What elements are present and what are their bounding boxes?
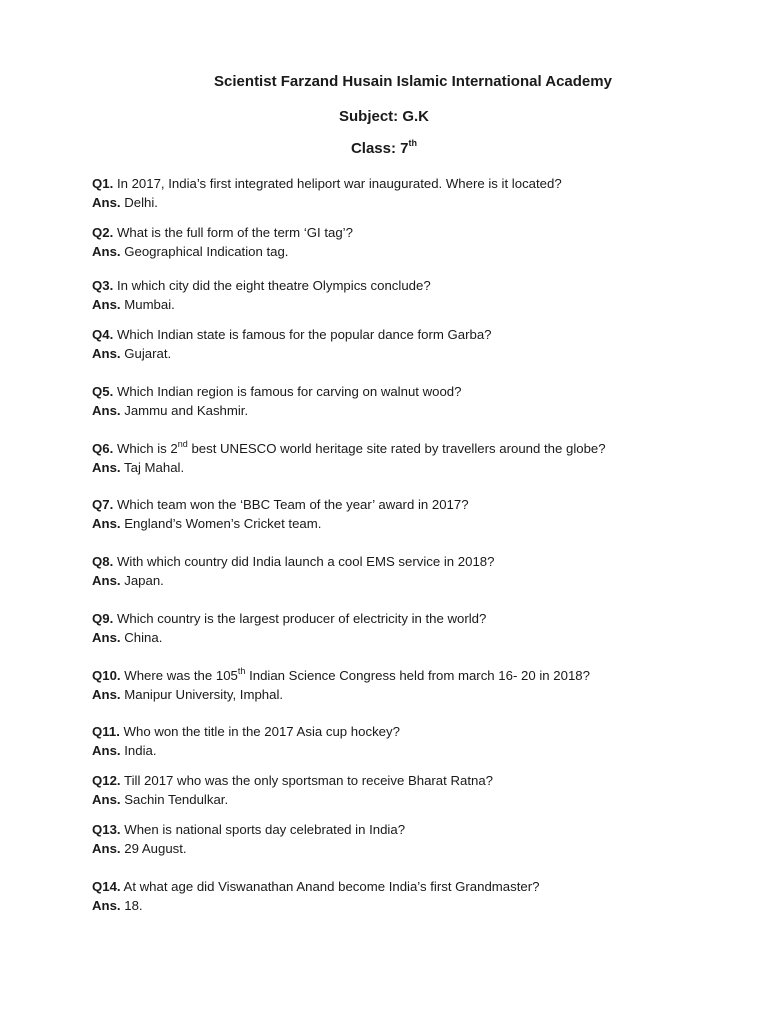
question-text-cont: Indian Science Congress held from march 16- 20 in 2018? — [245, 668, 590, 683]
qa-item — [92, 382, 732, 420]
answer-line — [92, 839, 732, 858]
answer-text: Mumbai. — [124, 297, 175, 312]
question-number: Q4. — [92, 327, 114, 342]
question-text: What is the full form of the term ‘GI tag’? — [116, 225, 353, 240]
question-line — [92, 439, 732, 458]
qa-item — [92, 439, 732, 477]
answer-label: Ans. — [92, 297, 121, 312]
question-number: Q12. — [92, 773, 121, 788]
question-number: Q6. — [92, 441, 114, 456]
answer-text: Delhi. — [124, 195, 158, 210]
question-superscript: nd — [177, 438, 188, 449]
question-number: Q2. — [92, 225, 114, 240]
answer-line — [92, 571, 732, 590]
class-superscript: th — [408, 138, 418, 148]
qa-item — [92, 552, 732, 590]
question-line — [92, 382, 732, 401]
answer-label: Ans. — [92, 403, 121, 418]
question-number: Q8. — [92, 554, 114, 569]
question-number: Q14. — [92, 879, 121, 894]
question-text: Which Indian state is famous for the popular dance form Garba? — [116, 327, 492, 342]
answer-line — [92, 344, 732, 363]
question-number: Q1. — [92, 176, 114, 191]
answer-text: Gujarat. — [124, 346, 172, 361]
question-line — [92, 771, 732, 790]
answer-line — [92, 741, 732, 760]
class-heading — [0, 140, 768, 158]
qa-item — [92, 877, 732, 915]
qa-item — [92, 174, 732, 212]
question-text: Which country is the largest producer of electricity in the world? — [116, 611, 487, 626]
qa-item — [92, 820, 732, 858]
answer-text: Geographical Indication tag. — [124, 244, 289, 259]
question-text: Who won the title in the 2017 Asia cup hockey? — [123, 724, 400, 739]
question-text: With which country did India launch a cool EMS service in 2018? — [116, 554, 495, 569]
answer-label: Ans. — [92, 346, 121, 361]
answer-label: Ans. — [92, 630, 121, 645]
question-superscript: th — [237, 665, 246, 676]
answer-text: Jammu and Kashmir. — [124, 403, 249, 418]
qa-item — [92, 495, 732, 533]
answer-line — [92, 295, 732, 314]
question-text: Which is 2 — [116, 441, 178, 456]
question-text: Till 2017 who was the only sportsman to receive Bharat Ratna? — [124, 773, 493, 788]
question-text: Which team won the ‘BBC Team of the year’ award in 2017? — [116, 497, 469, 512]
question-number: Q5. — [92, 384, 114, 399]
class-label: Class: 7 — [350, 140, 409, 157]
answer-line — [92, 514, 732, 533]
question-text: Which Indian region is famous for carving on walnut wood? — [116, 384, 462, 399]
answer-label: Ans. — [92, 841, 121, 856]
answer-text: Manipur University, Imphal. — [124, 687, 284, 702]
question-line — [92, 223, 732, 242]
question-number: Q13. — [92, 822, 121, 837]
question-line — [92, 609, 732, 628]
answer-line — [92, 896, 732, 915]
qa-item — [92, 722, 732, 760]
answer-line — [92, 458, 732, 477]
answer-label: Ans. — [92, 573, 121, 588]
qa-item — [92, 771, 732, 809]
answer-label: Ans. — [92, 195, 121, 210]
answer-line — [92, 685, 732, 704]
answer-text: China. — [124, 630, 163, 645]
answer-label: Ans. — [92, 687, 121, 702]
question-line — [92, 174, 732, 193]
qa-item — [92, 223, 732, 261]
answer-text: England’s Women’s Cricket team. — [124, 516, 322, 531]
question-text: When is national sports day celebrated in India? — [124, 822, 406, 837]
question-text: In 2017, India’s first integrated heliport war inaugurated. Where is it located? — [116, 176, 562, 191]
question-text: In which city did the eight theatre Olympics conclude? — [116, 278, 431, 293]
answer-label: Ans. — [92, 898, 121, 913]
answer-label: Ans. — [92, 516, 121, 531]
answer-line — [92, 193, 732, 212]
question-line — [92, 820, 732, 839]
question-text-cont: best UNESCO world heritage site rated by travellers around the globe? — [187, 441, 606, 456]
question-number: Q3. — [92, 278, 114, 293]
answer-line — [92, 628, 732, 647]
question-line — [92, 877, 732, 896]
answer-text: India. — [124, 743, 157, 758]
answer-line — [92, 242, 732, 261]
question-line — [92, 276, 732, 295]
answer-text: 18. — [124, 898, 143, 913]
qa-item — [92, 609, 732, 647]
answer-label: Ans. — [92, 460, 121, 475]
question-number: Q7. — [92, 497, 114, 512]
question-text: Where was the 105 — [124, 668, 238, 683]
answer-label: Ans. — [92, 244, 121, 259]
question-line — [92, 666, 732, 685]
question-number: Q11. — [92, 724, 120, 739]
qa-item — [92, 325, 732, 363]
question-number: Q10. — [92, 668, 121, 683]
answer-line — [92, 401, 732, 420]
question-text: At what age did Viswanathan Anand become India’s first Grandmaster? — [123, 879, 540, 894]
question-line — [92, 722, 732, 741]
qa-item — [92, 276, 732, 314]
question-line — [92, 495, 732, 514]
answer-text: Sachin Tendulkar. — [124, 792, 229, 807]
answer-text: 29 August. — [124, 841, 187, 856]
question-number: Q9. — [92, 611, 114, 626]
answer-line — [92, 790, 732, 809]
question-line — [92, 552, 732, 571]
answer-text: Japan. — [124, 573, 164, 588]
answer-text: Taj Mahal. — [124, 460, 185, 475]
answer-label: Ans. — [92, 792, 121, 807]
question-line — [92, 325, 732, 344]
subject-heading: Subject: G.K — [338, 108, 429, 125]
qa-item — [92, 666, 732, 704]
answer-label: Ans. — [92, 743, 121, 758]
school-title: Scientist Farzand Husain Islamic International Academy — [214, 73, 612, 90]
